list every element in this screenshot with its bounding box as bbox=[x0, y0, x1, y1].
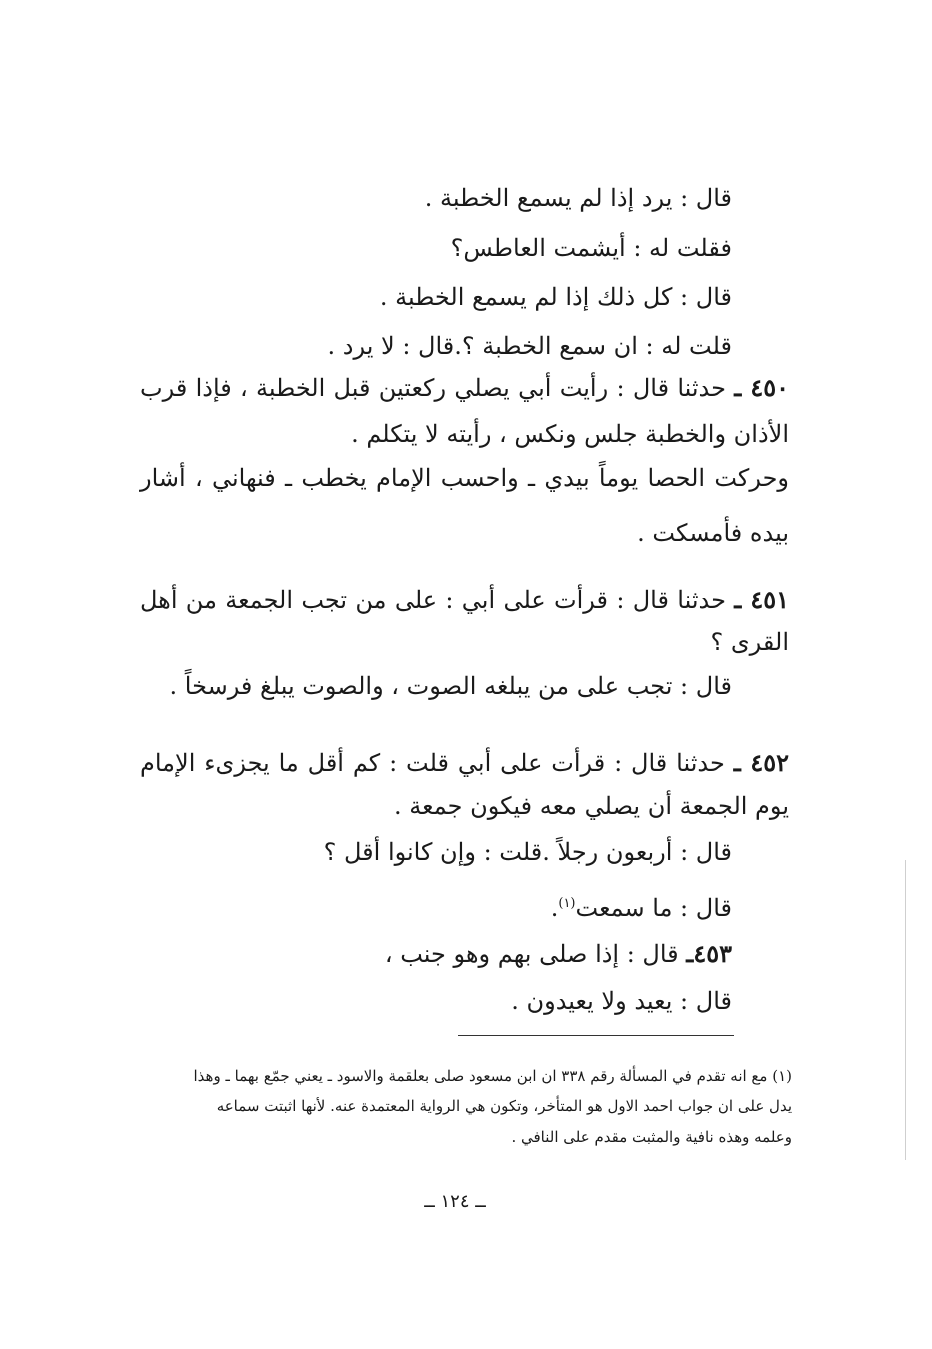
footnote-line: يدل على ان جواب احمد الاول هو المتأخر، وتكون هي الرواية المعتمدة عنه. لأنها اثبتت سماعه bbox=[216, 1097, 792, 1115]
text-line: القرى ؟ bbox=[710, 628, 789, 656]
text-line: قال : تجب على من يبلغه الصوت ، والصوت يبلغ فرسخاً . bbox=[169, 672, 732, 700]
text-line: قال : يرد إذا لم يسمع الخطبة . bbox=[424, 184, 732, 212]
text-line: بيده فأمسكت . bbox=[637, 519, 789, 547]
text-line: قال : كل ذلك إذا لم يسمع الخطبة . bbox=[379, 283, 732, 311]
entry-text: حدثنا قال : قرأت على أبي : على من تجب الجمعة من أهل bbox=[140, 586, 726, 614]
footnote-line: (١) مع انه تقدم في المسألة رقم ٣٣٨ ان ابن مسعود صلى بعلقمة والاسود ـ يعني جمّع بهما ـ وهذا bbox=[193, 1067, 792, 1085]
text-line: قال : أربعون رجلاً .قلت : وإن كانوا أقل ؟ bbox=[323, 838, 732, 866]
text-line: وحركت الحصا يوماً بيدي ـ واحسب الإمام يخطب ـ فنهاني ، أشار bbox=[140, 464, 789, 492]
text-line bbox=[551, 892, 732, 924]
text-line: يوم الجمعة أن يصلي معه فيكون جمعة . bbox=[394, 792, 789, 820]
text-line: قال : يعيد ولا يعيدون . bbox=[511, 987, 732, 1015]
paragraph-450-line-1 bbox=[140, 372, 789, 404]
entry-number-452: ٤٥٢ ـ bbox=[733, 748, 789, 777]
scan-edge-line bbox=[905, 860, 906, 1160]
page-number: ــ ١٢٤ ــ bbox=[424, 1191, 486, 1212]
text-line: قلت له : ان سمع الخطبة ؟.قال : لا يرد . bbox=[327, 332, 732, 360]
paragraph-451-line-1 bbox=[140, 584, 789, 616]
entry-number-451: ٤٥١ ـ bbox=[734, 585, 789, 614]
sentence-end: . bbox=[550, 894, 559, 922]
paragraph-453-line-1 bbox=[385, 938, 732, 970]
footnote-reference: (١) bbox=[558, 896, 576, 911]
footnote-line: وعلمه وهذه نافية والمثبت مقدم على النافي . bbox=[511, 1128, 792, 1146]
text-line: الأذان والخطبة جلس ونكس ، رأيته لا يتكلم . bbox=[351, 420, 789, 448]
entry-text: حدثنا قال : قرأت على أبي قلت : كم أقل ما يجزىء الإمام bbox=[140, 749, 725, 777]
paragraph-452-line-1 bbox=[140, 747, 789, 779]
text-line: فقلت له : أيشمت العاطس؟ bbox=[450, 234, 732, 262]
entry-text: قال : إذا صلى بهم وهو جنب ، bbox=[384, 940, 679, 968]
entry-text: حدثنا قال : رأيت أبي يصلي ركعتين قبل الخطبة ، فإذا قرب bbox=[140, 374, 726, 402]
entry-text: قال : ما سمعت bbox=[575, 894, 732, 922]
entry-number-450: ٤٥٠ ـ bbox=[734, 373, 789, 402]
footnote-separator bbox=[458, 1035, 734, 1036]
entry-number-453: ٤٥٣ـ bbox=[686, 939, 732, 968]
